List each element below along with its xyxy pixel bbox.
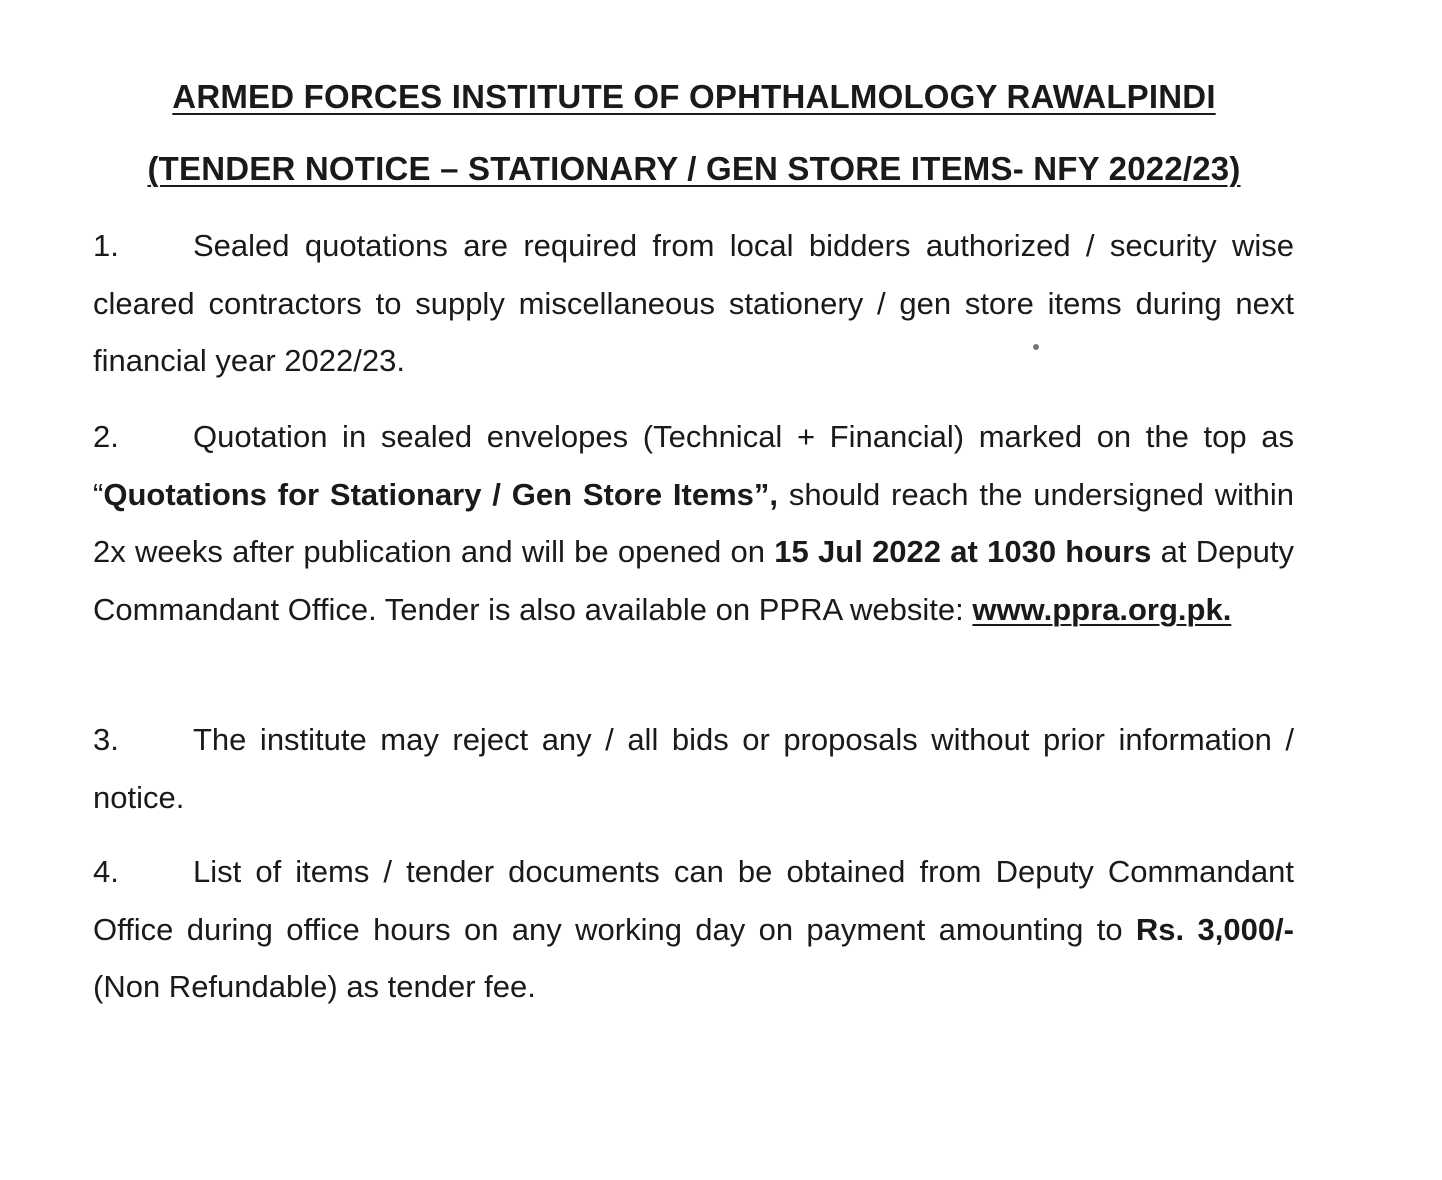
paragraph-text: Sealed quotations are required from local bidders authorized / security wise cleared contractors to supply miscellaneous stationery / gen store items during next financial year 2022/23. [93,228,1294,378]
paragraph-text: Quotation in sealed envelopes (Technical + Financial) marked on the top as “ [93,419,1294,512]
paragraph-text: The institute may reject any / all bids or proposals without prior information / notice. [93,722,1294,815]
paragraph-4 [93,843,1294,1016]
paragraph-text: (Non Refundable) as tender fee. [93,969,536,1004]
institute-title: ARMED FORCES INSTITUTE OF OPHTHALMOLOGY RAWALPINDI [172,78,1216,115]
paragraph-3 [93,711,1294,826]
paragraph-text: List of items / tender documents can be obtained from Deputy Commandant Office during office hours on any working day on payment amounting to [93,854,1294,947]
tender-notice-title: (TENDER NOTICE – STATIONARY / GEN STORE ITEMS- NFY 2022/23) [147,150,1241,187]
opening-date: 15 Jul 2022 at 1030 hours [774,534,1152,569]
paragraph-number: 2. [93,419,119,454]
paragraph-text: at Deputy Commandant Office. Tender is also available on PPRA website: [93,534,1294,627]
tender-fee-amount: Rs. 3,000/- [1135,911,1294,947]
paragraph-2 [93,408,1294,638]
paragraph-1 [93,217,1294,390]
paragraph-number: 1. [93,228,119,263]
paragraph-text: should reach the undersigned within 2x weeks after publication and will be opened on [93,476,1294,569]
scan-speck [1033,344,1039,350]
paragraph-number: 3. [93,722,119,757]
quotation-label: Quotations for Stationary / Gen Store Items”, [103,476,779,512]
paragraph-number: 4. [93,854,119,889]
ppra-website-link[interactable]: www.ppra.org.pk. [972,591,1232,627]
